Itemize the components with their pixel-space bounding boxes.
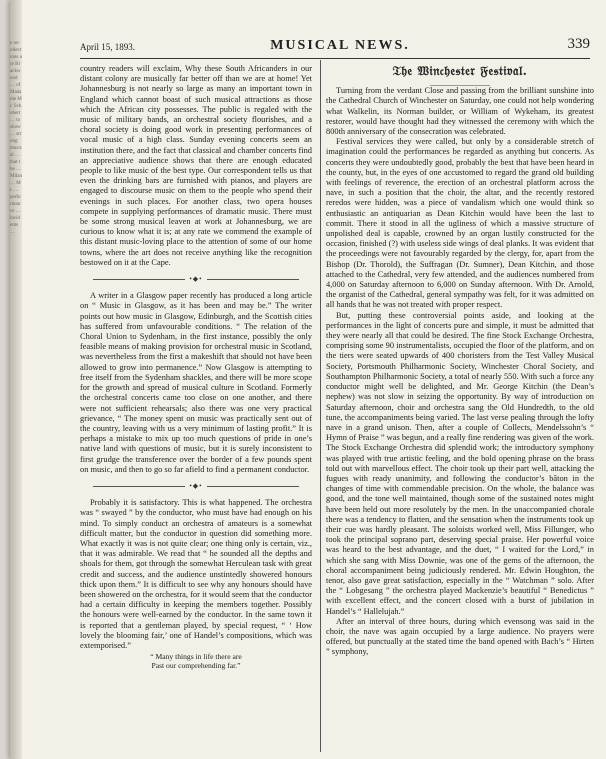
page-number: 339 bbox=[567, 36, 590, 52]
issue-date: April 15, 1893. bbox=[80, 42, 135, 52]
newspaper-page bbox=[10, 0, 606, 759]
publication-title: MUSICAL NEWS. bbox=[270, 38, 410, 53]
adjacent-page-text: e recollections are Blackwood … of Madame Mr. Schubert … to show … strong musical … that the … Milan … Mr. … performance … incidents … bbox=[10, 41, 22, 235]
verse-quote bbox=[80, 652, 312, 670]
conductor-paragraph: Probably it is satisfactory. This is what happened. The orchestra was “ swayed ” by the conductor, who must have had enough on his mind. To simply conduct an orchestra of amateurs is a somewhat difficult matter, but the conductor in question did something more. What exactly it was is not quite clear; one thing only is certain, viz., that it was admirable. We read that “ he sounded all the depths and shoals for them, got through the somewhat Herculean task with great credit and success, and the audience unstintedly showered honours thick upon them.” It is difficult to see why any honours should have been showered on the orchestra, for it would seem that the conductor had a certain difficulty in keeping the members together. Possibly the honours were well-earned by the conductor. In the same town it is reported that a gentleman played, by special request, “ ‘ How lovely the blooming fair,’ one of Handel’s compositions, which was extemporised.” bbox=[80, 498, 312, 650]
left-column bbox=[80, 64, 312, 670]
header-rule bbox=[80, 58, 590, 59]
title-ornament bbox=[326, 80, 594, 83]
article-paragraph: But, putting these controversial points aside, and looking at the performances in the light of concerts pure and simple, it must be admitted that they were nearly all that could be desired. The fine Stock Exchange Orchestra, comprising some 90 instrumentalists, occupied the floor of the platform, and on the tiers were seated upwards of 400 choristers from the Test Valley Musical Society, Portsmouth Philharmonic Society, Winchester Choral Society, and Southampton Philharmonic Society, a total of nearly 550. With such a force any conductor might well be delighted, and Mr. George Kitchin (the Dean’s nephew) was not slow in seizing the opportunity. By way of introduction on Saturday afternoon, choir and orchestra sang the Old Hundredth, to the old tune, the accompaniments being varied. The last verse pealing through the lofty nave in a grand unison. Then, after a couple of Collects, Mendelssohn’s “ Hymn of Praise ” was begun, and a really fine rendering was given of the work. The Stock Exchange Orchestra did splendid work; the introductory symphony was played with true artistic feeling, and the bold opening phrase on the brass told out with marvellous effect. The choir took up their part well, attacking the fugues with ready unanimity, and following the conductor’s bâton in the changes of time with commendable precision. On the whole, the balance was good, and the tone well maintained, though some of the sustained notes might have been held out more resolutely by the men. In the unaccompanied chorale there was a tendency to flatten, and the sensation when the instruments took up their cue was hardly pleasant. The soloists worked well, Miss Fillunger, who took the principal soprano part, deserving special praise. Her powerful voice was heard to the best advantage, and the duet, “ I waited for the Lord,” in which she sang with Miss Downie, was one of the gems of the afternoon, the choral accompaniment being judiciously rendered. Mr. Edwin Houghton, the tenor, also gave great satisfaction, especially in the “ Watchman ” solo. After the “ Lobgesang ” the orchestra played Mackenzie’s beautiful “ Benedictus ” with excellent effect, and the concert closed with a burst of jubilation in Handel’s “ Hallelujah.” bbox=[326, 310, 594, 616]
johannesburg-paragraph: country readers will exclaim, Why these South Africanders in our distant colony are musically far better off than we are at home! Yet Johannesburg is not nearly so large as many an important town in England which cannot boast of such musical attractions as those which the African city possesses. The public is regaled with the music of military bands, an orchestral society flourishes, and a choral society is doing good work in presenting performances of vocal music of a high class. Sunday evening concerts seem an institution there, and the fact that classical and chamber concerts find an appreciative audience shows that there are enough educated people to like music of the best type. Our correspondent tells us that even the drinking bars are furnished with pianos, and players are engaged to discourse music on them to the people who spend their evenings in such places. For another class, two opera houses compete in supplying performances of dramatic music. There must be some strong musical leaven at work at Johannesburg, we are curious to know what it is; at any rate we commend the example of this distant music-loving place to the attention of some of our home towns, where the art does not receive anything like the recognition bestowed on it at the Cape. bbox=[80, 64, 312, 267]
article-paragraph: After an interval of three hours, during which evensong was said in the choir, the nave was again occupied by a large audience. No prayers were offered, but punctually at the stated time the band opened with Bach’s “ Hirten ” symphony, bbox=[326, 616, 594, 657]
page-header bbox=[80, 36, 600, 58]
verse-line: “ Many things in life there are bbox=[150, 652, 242, 662]
verse-line: Past our comprehending far.” bbox=[151, 661, 241, 671]
glasgow-paragraph: A writer in a Glasgow paper recently has produced a long article on “ Music in Glasgow, as it has been and may be.” The writer points out how music in Glasgow, Edinburgh, and the Scottish cities has suffered from unfavourable conditions. “ The relation of the Choral Union to Sydenham, in the first instance, possibly the only feasible means of making provision for orchestral music in Scotland, was nevertheless from the first a makeshift that should not have been allowed to grow into permanence.” Now Glasgow is attempting to free itself from the Sydenham shackles, and there will be more scope for the growth and spread of musical culture in Scotland. Formerly the orchestral concerts came too close on one another, and there were not sufficient rehearsals; also there was one very practical grievance, “ The money spent on music was practically sent out of the country, leaving with us a very minimum of lasting profit.” It is perhaps a mistake to mix up too much questions of pride in one’s native land with questions of music, but it is surely inconsistent to first grudge the transference over the border of a few pounds spent on music, and then to go so far afield to find a permanent conductor. bbox=[80, 291, 312, 474]
column-divider bbox=[320, 60, 321, 752]
right-column bbox=[326, 64, 594, 658]
section-separator: •◆• bbox=[80, 481, 312, 491]
article-title: 𝔗𝔥𝔢 𝔚𝔦𝔫𝔠𝔥𝔢𝔰𝔱𝔢𝔯 𝔉𝔢𝔰𝔱𝔦𝔳𝔞𝔩. bbox=[392, 63, 528, 78]
section-separator: •◆• bbox=[80, 274, 312, 284]
article-paragraph: Turning from the verdant Close and passing from the brilliant sunshine into the Cathedral Church of Winchester on Saturday, one could not help wondering what Walkelin, its Norman builder, or William of Wykeham, its greatest restorer, would have thought had they witnessed the ceremony with which the 800th anniversary of the consecration was celebrated. bbox=[326, 86, 594, 137]
article-paragraph: Festival services they were called, but only by a considerable stretch of imagination could the performances be regarded as anything but concerts. As concerts they were undoubtedly good, probably the best that have been heard in the county, but, in the eyes of one accustomed to regard the grand old building with feelings of reverence, the erection of an orchestral platform across the nave, in such a position that the choir, the altar, and the recently restored reredos were hidden, was a piece of vandalism which one would think so enthusiastic an antiquarian as Dean Kitchin would have been the last to commit. There it stood in all the ugliness of which a massive structure of unpolished deal is capable, crowned by an organ lustily constructed for the occasion, finished (?) with useless side wings of deal planks. It was evident that the proceedings were not favourably regarded by the clergy, for, apart from the Bishop (Dr. Thorold), the Suffragan (Dr. Sumner), Dean Kitchin, and those attached to the Cathedral, very few attended, and the audiences numbered from 4,000 on Saturday afternoon to 6,000 on Sunday afternoon. With Dr. Arnold, the organist of the Cathedral, general sympathy was felt, for it was admitted on all hands that he was not treated with proper respect. bbox=[326, 137, 594, 310]
adjacent-page-edge bbox=[10, 0, 22, 759]
